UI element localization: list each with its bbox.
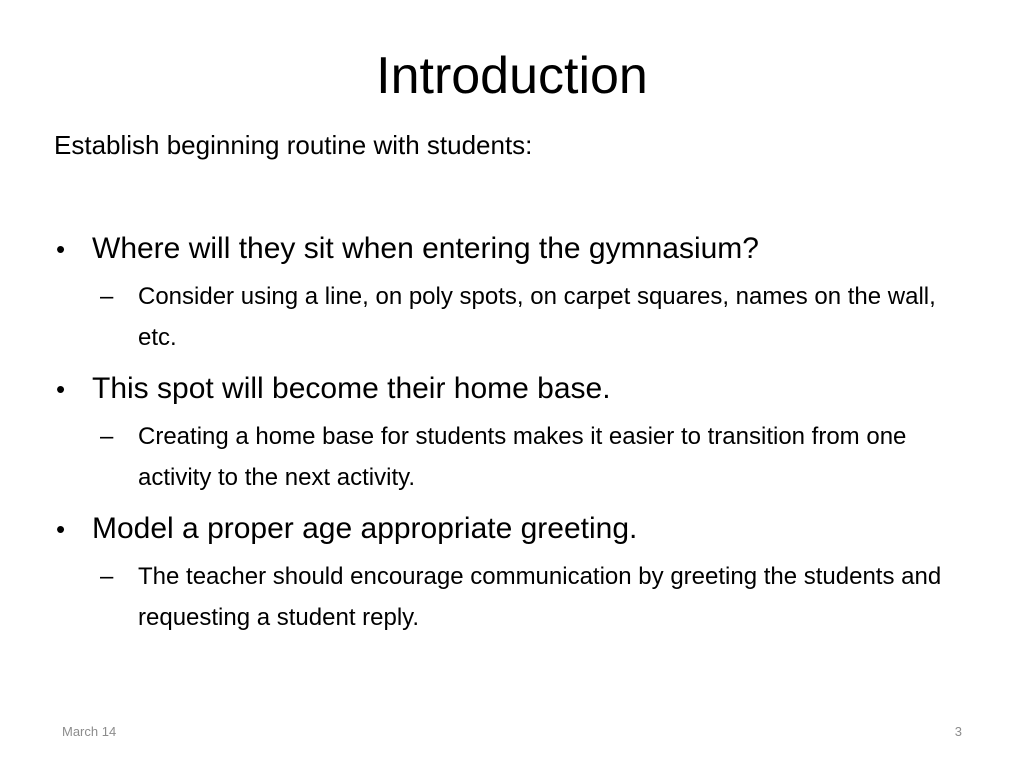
bullet-item xyxy=(54,366,974,412)
page-number: 3 xyxy=(954,724,962,739)
sub-bullet-text: Creating a home base for students makes it easier to transition from one activity to the next activity. xyxy=(138,423,907,491)
bullet-item xyxy=(54,226,974,272)
sub-bullet-text: The teacher should encourage communication by greeting the students and requesting a student reply. xyxy=(138,563,942,631)
bullet-icon: • xyxy=(56,374,66,404)
bullet-icon: • xyxy=(56,234,66,264)
sub-bullet-item xyxy=(100,416,974,498)
bullet-text: This spot will become their home base. xyxy=(92,372,611,405)
bullet-icon: • xyxy=(56,514,66,544)
sub-bullet-item xyxy=(100,556,974,638)
intro-text: Establish beginning routine with students: xyxy=(54,130,533,160)
slide-title: Introduction xyxy=(376,47,648,105)
bullet-text: Model a proper age appropriate greeting. xyxy=(92,512,638,545)
sub-bullet-text: Consider using a line, on poly spots, on carpet squares, names on the wall, etc. xyxy=(138,283,936,351)
sub-bullet-item xyxy=(100,276,974,358)
bullet-item xyxy=(54,506,974,552)
dash-icon: – xyxy=(100,563,114,590)
bullet-list xyxy=(54,226,974,646)
bullet-text: Where will they sit when entering the gymnasium? xyxy=(92,232,759,265)
dash-icon: – xyxy=(100,423,114,450)
footer-date: March 14 xyxy=(62,724,117,739)
dash-icon: – xyxy=(100,283,114,310)
